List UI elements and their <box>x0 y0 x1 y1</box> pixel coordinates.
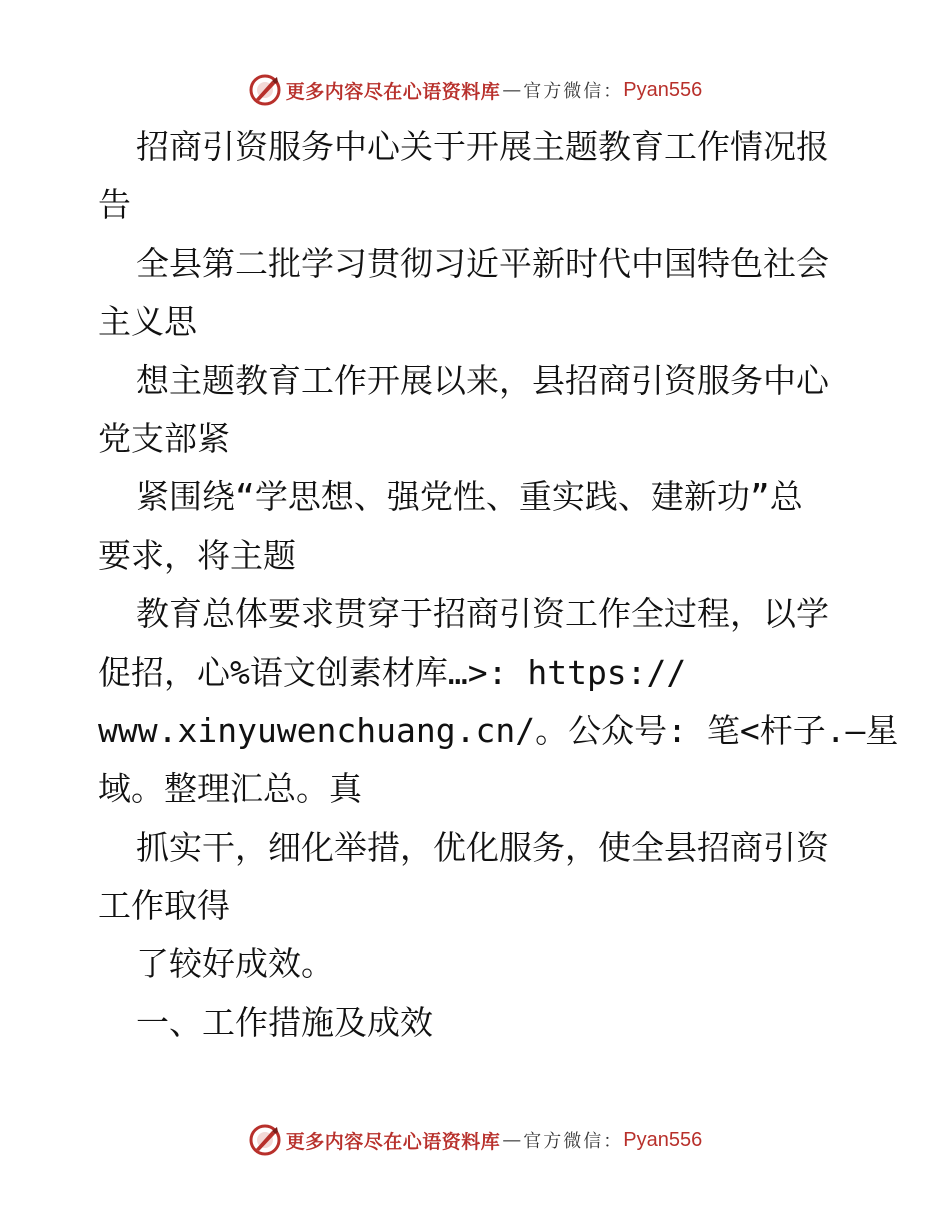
document-line: 全县第二批学习贯彻习近平新时代中国特色社会 <box>136 243 829 283</box>
document-body <box>98 118 899 1052</box>
document-line: 想主题教育工作开展以来，县招商引资服务中心 <box>136 360 829 400</box>
document-line: www.xinyuwenchuang.cn/。公众号: 笔<杆子.—星 <box>98 710 899 750</box>
document-line: 抓实干，细化举措，优化服务，使全县招商引资 <box>136 827 829 867</box>
quill-pen-logo-icon <box>248 73 282 107</box>
watermark-wechat-id: Pyan556 <box>623 78 703 101</box>
watermark-dash: — <box>502 1129 522 1151</box>
watermark-brand: 更多内容尽在心语资料库 <box>285 80 501 103</box>
document-line: 域。整理汇总。真 <box>98 769 362 809</box>
watermark-official-label: 官方微信： <box>523 81 624 102</box>
document-line: 主义思 <box>98 302 197 342</box>
watermark-banner-top <box>0 70 950 110</box>
document-line: 促招，心%语文创素材库…>: https:// <box>98 652 687 692</box>
document-line: 要求，将主题 <box>98 535 296 575</box>
watermark-brand: 更多内容尽在心语资料库 <box>285 1130 501 1153</box>
document-line: 紧围绕“学思想、强党性、重实践、建新功”总 <box>136 477 803 517</box>
document-line: 工作取得 <box>98 886 230 926</box>
watermark-dash: — <box>502 79 522 101</box>
watermark-banner-bottom <box>0 1120 950 1160</box>
quill-pen-logo-icon <box>248 1123 282 1157</box>
document-line: 告 <box>98 185 131 225</box>
document-line: 党支部紧 <box>98 418 230 458</box>
document-line: 了较好成效。 <box>136 944 334 984</box>
section-heading: 一、工作措施及成效 <box>136 1002 433 1042</box>
document-line: 招商引资服务中心关于开展主题教育工作情况报 <box>136 127 829 166</box>
watermark-official-label: 官方微信： <box>523 1131 624 1152</box>
watermark-wechat-id: Pyan556 <box>623 1128 703 1151</box>
document-line: 教育总体要求贯穿于招商引资工作全过程，以学 <box>136 594 829 634</box>
